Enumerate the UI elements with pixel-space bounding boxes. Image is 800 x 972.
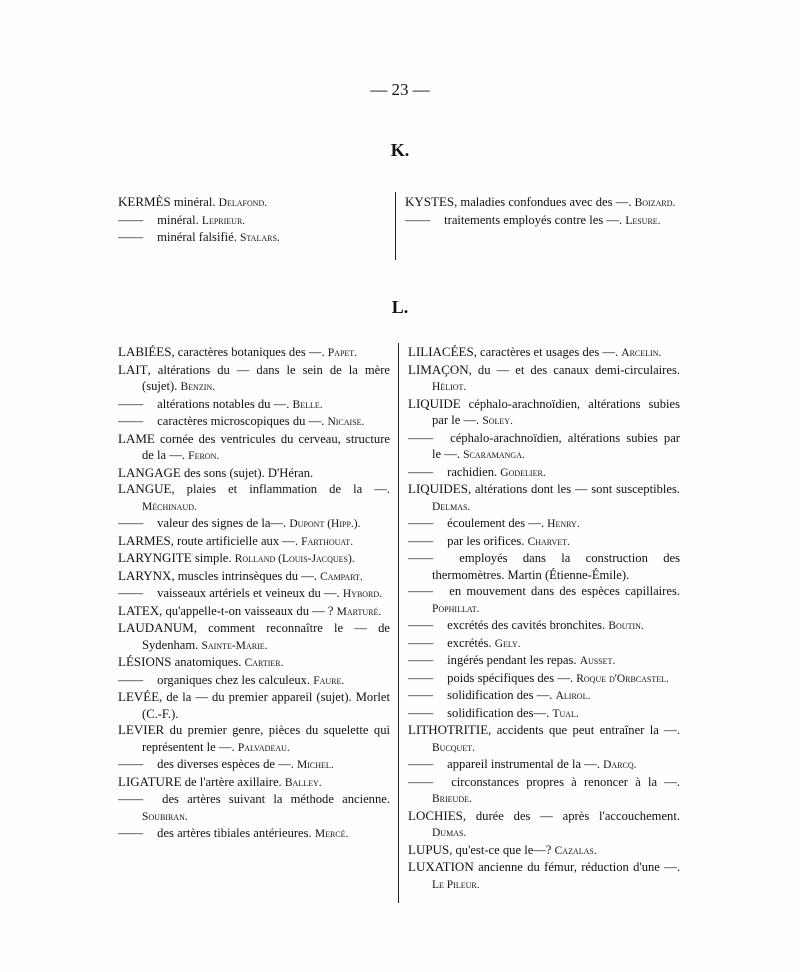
entry-keyword: LARMES [118, 532, 171, 548]
entry-text: traitements employés contre les —. [441, 212, 626, 227]
entry-author: Ausset. [579, 655, 616, 667]
entry-text: rachidien. [444, 464, 501, 479]
entry-author: Charvet. [527, 535, 570, 548]
index-entry [408, 550, 680, 583]
index-entry [408, 722, 680, 756]
index-entry [408, 481, 680, 515]
index-entry [408, 362, 680, 396]
entry-dash: —— [408, 551, 434, 565]
index-entry [408, 583, 680, 617]
index-entry [118, 533, 390, 551]
column-divider [395, 192, 396, 260]
entry-author: Papet. [327, 347, 358, 359]
entry-author: Alirol. [555, 690, 591, 702]
entry-text: , altérations du — dans le sein de la mère (sujet). [142, 362, 390, 393]
index-entry [118, 774, 390, 792]
index-entry [118, 515, 390, 533]
entry-dash: —— [405, 212, 431, 227]
entry-text: , comment reconnaître le — de Sydenham. [142, 621, 390, 652]
entry-author: Arcelin. [621, 347, 662, 359]
page-number: — 23 — [370, 80, 430, 99]
entry-author: Le Pileur. [432, 878, 480, 891]
entry-text: du premier genre, pièces du squelette qui représentent le —. [142, 723, 390, 754]
entry-author: Héliot. [432, 381, 467, 393]
section-heading-k: K. [390, 140, 410, 160]
entry-author: Henry. [547, 518, 580, 530]
entry-author: Belle. [292, 398, 323, 411]
entry-text: organiques chez les calculeux. [154, 672, 314, 687]
entry-text: excrétés. [444, 635, 495, 650]
index-entry [408, 859, 680, 893]
entry-text: minéral. [170, 195, 219, 209]
index-entry [118, 689, 390, 722]
entry-dash: —— [118, 414, 144, 428]
entry-author: Tual. [552, 707, 579, 720]
entry-author: Sainte-Marie. [201, 639, 268, 652]
index-entry [408, 652, 680, 670]
index-entry [118, 654, 390, 672]
index-entry [405, 212, 677, 230]
entry-keyword: LUXATION [408, 859, 474, 874]
entry-text: céphalo-arachnoïdien, altérations subies par le —. [432, 430, 680, 461]
entry-keyword: LANGUE [118, 481, 172, 496]
entry-keyword: LITHOTRITIE [408, 722, 489, 737]
index-entry [408, 774, 680, 808]
entry-keyword: KERMÈS [118, 194, 171, 209]
entry-text: solidification des —. [444, 688, 556, 702]
entry-text: , muscles intrinsèques du —. [171, 568, 321, 583]
entry-author: Scaramanga. [463, 449, 525, 461]
entry-author: Faure. [313, 674, 345, 687]
entry-text: circonstances propres à renoncer à la —. [444, 774, 680, 789]
entry-author: Dupont (Hipp.). [289, 518, 361, 530]
entry-dash: —— [118, 586, 144, 600]
entry-dash: —— [118, 757, 144, 771]
index-entry [118, 603, 390, 621]
entry-text: céphalo-arachnoïdien, altérations subies par le —. [432, 396, 680, 427]
entry-author: Michel. [297, 759, 334, 771]
section-l-left-column [118, 344, 390, 843]
entry-text: , qu'est-ce que le—? [449, 842, 555, 857]
entry-author: Nicaise. [327, 416, 365, 428]
entry-dash: —— [118, 230, 144, 244]
entry-text: , accidents que peut entraîner la —. [488, 723, 680, 737]
entry-author: Balley. [284, 776, 322, 789]
index-entry [408, 344, 680, 362]
entry-text: solidification des—. [444, 705, 553, 720]
index-entry [118, 620, 390, 654]
entry-text: des diverses espèces de —. [154, 757, 298, 771]
entry-dash: —— [408, 688, 434, 702]
entry-text: employés dans la construction des thermomètres. Martin (Étienne-Émile). [432, 551, 680, 582]
index-entry [408, 464, 680, 482]
section-l-right-column [408, 344, 680, 893]
index-entry [408, 635, 680, 653]
entry-keyword: LOCHIES [408, 807, 463, 823]
entry-dash: —— [408, 653, 434, 667]
entry-author: Boutin. [608, 620, 644, 632]
entry-author: Cazalas. [554, 844, 597, 857]
entry-dash: —— [408, 705, 434, 720]
entry-dash: —— [408, 533, 434, 548]
entry-dash: —— [408, 516, 434, 530]
entry-dash: —— [408, 635, 434, 650]
entry-dash: —— [118, 396, 144, 411]
entry-author: Delafond. [218, 197, 268, 209]
entry-dash: —— [408, 774, 434, 789]
entry-author: Brieude. [432, 793, 472, 805]
index-entry [408, 808, 680, 842]
entry-author: Gely. [494, 637, 521, 650]
entry-text: , route artificielle aux —. [170, 533, 302, 548]
index-entry [118, 825, 390, 843]
entry-keyword: LIGATURE [118, 773, 182, 789]
index-entry [408, 705, 680, 723]
entry-dash: —— [408, 670, 434, 685]
entry-text: des artères suivant la méthode ancienne. [154, 792, 390, 806]
entry-text: minéral. [154, 212, 202, 227]
index-entry [118, 791, 390, 825]
entry-author: Méchinaud. [142, 500, 197, 513]
index-entry [408, 617, 680, 635]
entry-keyword: LEVÉE [118, 689, 160, 704]
entry-dash: —— [118, 672, 144, 687]
column-divider [398, 343, 399, 903]
entry-text: ingérés pendant les repas. [444, 653, 580, 667]
entry-keyword: LARYNX [118, 567, 172, 583]
entry-author: Leprieur. [201, 214, 246, 227]
entry-dash: —— [118, 212, 144, 227]
entry-text: cornée des ventricules du cerveau, structure de la —. [142, 431, 390, 462]
entry-text: excrétés des cavités bronchites. [444, 618, 609, 632]
index-entry [408, 533, 680, 551]
index-entry [408, 670, 680, 688]
entry-text: de l'artère axillaire. [181, 774, 285, 789]
entry-text: poids spécifiques des —. [444, 670, 577, 685]
entry-text: , maladies confondues avec des —. [454, 195, 635, 209]
entry-text: en mouvement dans des espèces capillaires. [444, 584, 680, 598]
index-entry [405, 194, 677, 212]
entry-author: Cartier. [244, 657, 284, 669]
entry-author: Benzin. [180, 381, 216, 393]
entry-text: , altérations dont les — sont susceptibles. [467, 482, 680, 496]
index-entry [118, 362, 390, 396]
entry-dash: —— [118, 792, 144, 806]
entry-author: Farthouat. [301, 535, 354, 548]
entry-author: Palvadeau. [237, 741, 290, 754]
index-entry [118, 344, 390, 362]
index-entry [408, 515, 680, 533]
entry-text: simple. [191, 551, 235, 565]
entry-keyword: LAUDANUM [118, 620, 194, 635]
entry-keyword: LAME [118, 430, 155, 446]
entry-text: vaisseaux artériels et veineux du —. [154, 586, 343, 600]
entry-author: Bucquet. [432, 741, 475, 754]
entry-keyword: LEVIER [118, 722, 165, 737]
entry-dash: —— [118, 516, 144, 530]
entry-text: , plaies et inflammation de la —. [171, 482, 390, 496]
entry-author: Roque d'Orbcastel. [576, 672, 669, 685]
index-entry [408, 687, 680, 705]
index-entry [118, 722, 390, 756]
entry-keyword: LAIT [118, 361, 148, 377]
entry-text: altérations notables du —. [154, 396, 293, 411]
entry-dash: —— [408, 618, 434, 632]
entry-keyword: LÉSIONS [118, 654, 172, 669]
entry-keyword: KYSTES [405, 194, 455, 209]
entry-author: Soubiran. [142, 810, 188, 823]
entry-author: Stalars. [240, 232, 280, 244]
entry-author: Feron. [188, 450, 220, 462]
entry-author: Boizard. [634, 197, 676, 209]
entry-keyword: LABIÉES [118, 344, 172, 359]
index-entry [118, 756, 390, 774]
index-entry [118, 550, 390, 568]
entry-keyword: LANGAGE [118, 464, 181, 480]
entry-keyword: LIQUIDE [408, 395, 461, 411]
entry-text: , qu'appelle-t-on vaisseaux du — ? [159, 603, 337, 618]
index-entry [118, 568, 390, 586]
index-entry [118, 585, 390, 603]
entry-author: Rolland (Louis-Jacques). [234, 553, 355, 565]
entry-text: , de la — du premier appareil (sujet). Morlet (C.-F.). [142, 690, 390, 721]
entry-author: Soley. [482, 415, 513, 427]
entry-text: par les orifices. [444, 533, 528, 548]
entry-text: , caractères et usages des —. [473, 345, 622, 359]
entry-dash: —— [408, 584, 434, 598]
index-entry [118, 194, 386, 212]
entry-text: valeur des signes de la—. [154, 516, 290, 530]
entry-keyword: LIQUIDES [408, 481, 468, 496]
entry-keyword: LIMAÇON [408, 361, 469, 377]
entry-keyword: LATEX [118, 602, 160, 618]
entry-keyword: LUPUS [408, 841, 450, 857]
index-entry [118, 431, 390, 465]
entry-author: Mercé. [314, 828, 349, 840]
index-entry [408, 396, 680, 430]
section-k-left-column [118, 194, 386, 247]
index-entry [118, 481, 390, 515]
entry-text: minéral falsifié. [154, 230, 241, 244]
index-entry [118, 413, 390, 431]
entry-text: écoulement des —. [444, 516, 548, 530]
entry-author: Campart. [320, 570, 363, 583]
section-k-right-column [405, 194, 677, 229]
entry-text: , du — et des canaux demi-circulaires. [468, 362, 680, 377]
entry-text: appareil instrumental de la —. [444, 757, 604, 771]
section-heading-l: L. [391, 297, 409, 317]
entry-author: Marturé. [336, 605, 382, 618]
entry-keyword: LILIACÉES [408, 344, 474, 359]
entry-author: Godelier. [500, 466, 546, 479]
entry-text: ancienne du fémur, réduction d'une —. [473, 860, 680, 874]
index-entry [408, 756, 680, 774]
entry-text: anatomiques. [171, 655, 245, 669]
entry-author: Lesure. [625, 214, 661, 227]
entry-author: Darcq. [603, 759, 637, 771]
entry-text: , caractères botaniques des —. [171, 345, 328, 359]
entry-text: caractères microscopiques du —. [154, 414, 328, 428]
index-entry [118, 396, 390, 414]
entry-author: Hybord. [342, 588, 383, 600]
entry-author: Dumas. [432, 827, 467, 839]
index-entry [118, 212, 386, 230]
entry-dash: —— [118, 826, 144, 840]
index-entry [118, 229, 386, 247]
entry-text: des sons (sujet). D'Héran. [180, 465, 314, 480]
entry-keyword: LARYNGITE [118, 550, 192, 565]
entry-dash: —— [408, 757, 434, 771]
index-entry [408, 430, 680, 464]
index-entry [118, 672, 390, 690]
index-entry [408, 842, 680, 860]
entry-dash: —— [408, 430, 434, 445]
entry-dash: —— [408, 464, 434, 479]
index-entry [118, 465, 390, 482]
entry-author: Delmas. [432, 500, 471, 513]
entry-text: , durée des — après l'accouchement. [462, 808, 680, 823]
entry-author: Pophillat. [432, 602, 480, 615]
entry-text: des artères tibiales antérieures. [154, 826, 315, 840]
